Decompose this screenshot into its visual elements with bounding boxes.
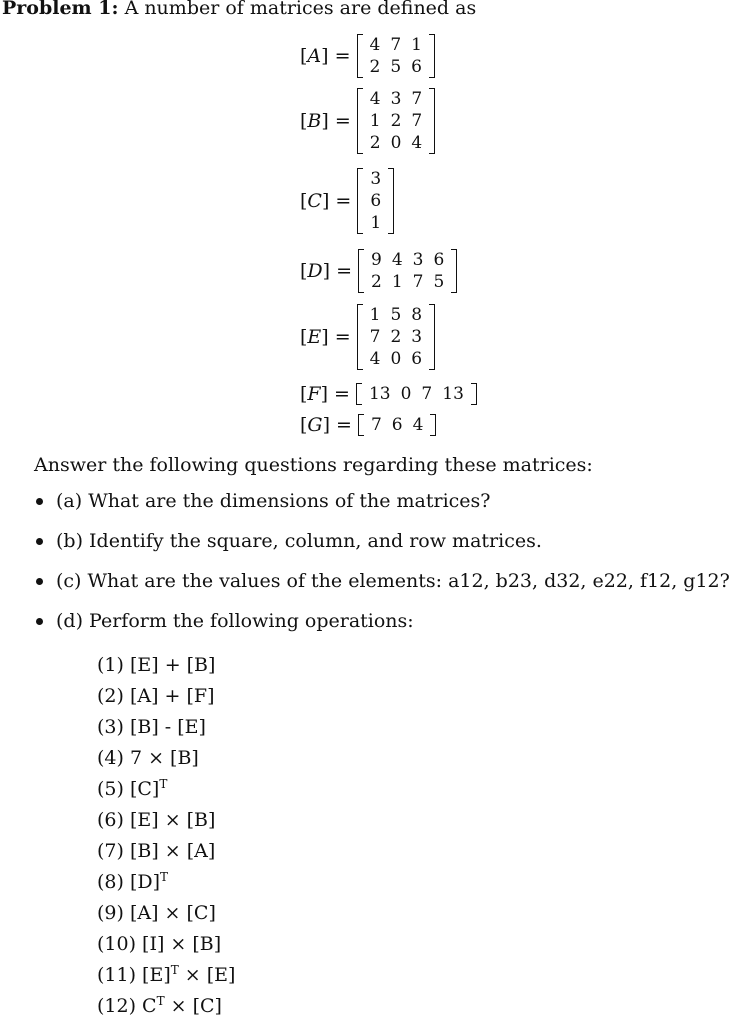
matrix-cell: 1 (369, 305, 381, 325)
matrix-cell: 4 (391, 250, 403, 270)
bullet-icon (36, 538, 43, 545)
operation-text: (4) 7 × [B] (97, 747, 199, 769)
bullet-icon (36, 618, 43, 625)
question-a (36, 490, 490, 512)
operations-list (97, 650, 235, 1022)
transpose-superscript: T (160, 870, 169, 884)
matrix-body (357, 88, 435, 154)
equals-sign: = (334, 326, 351, 348)
operation-item (97, 743, 235, 774)
bullet-icon (36, 578, 43, 585)
matrix-symbol: A (307, 45, 322, 67)
matrix-c-equation (300, 168, 394, 234)
question-c (36, 570, 730, 592)
answer-prompt: Answer the following questions regarding these matrices: (34, 454, 593, 476)
matrix-cell: 4 (369, 89, 381, 109)
equals-sign: = (335, 190, 352, 212)
matrix-name: [E] (300, 326, 329, 348)
operation-text: (10) [I] × [B] (97, 933, 222, 955)
transpose-superscript: T (159, 777, 168, 791)
matrix-cell: 8 (411, 305, 423, 325)
matrix-cell: 2 (371, 272, 382, 292)
matrix-f-equation (300, 383, 477, 405)
matrix-a-equation (300, 34, 435, 78)
problem-intro: A number of matrices are defined as (124, 0, 477, 19)
operation-item (97, 960, 235, 991)
matrix-cell: 3 (411, 327, 423, 347)
matrix-body (357, 34, 435, 78)
operation-item (97, 774, 235, 805)
matrix-cell: 3 (370, 169, 382, 189)
matrix-cell: 6 (433, 250, 445, 270)
equals-sign: = (336, 414, 352, 436)
operation-text: (8) [D] (97, 871, 161, 893)
operation-item (97, 681, 235, 712)
matrix-cell: 1 (370, 213, 382, 233)
matrix-cell: 0 (390, 133, 402, 153)
right-bracket (429, 34, 435, 78)
matrix-cell: 0 (400, 384, 412, 404)
matrix-cell: 2 (390, 327, 402, 347)
matrix-cell: 2 (369, 57, 381, 77)
matrix-cell: 2 (390, 111, 402, 131)
operation-text: (11) [E] (97, 964, 171, 986)
operation-item (97, 867, 235, 898)
matrix-symbol: F (307, 383, 321, 405)
operation-text: (1) [E] + [B] (97, 654, 216, 676)
operation-text: (7) [B] × [A] (97, 840, 216, 862)
operation-text: (3) [B] - [E] (97, 716, 206, 738)
matrix-symbol: E (307, 326, 322, 348)
matrix-cell: 1 (411, 35, 422, 55)
matrix-symbol: C (307, 190, 322, 212)
operation-text: (12) C (97, 995, 157, 1017)
matrix-cell: 6 (370, 191, 382, 211)
matrix-symbol: G (307, 414, 323, 436)
operation-text: (5) [C] (97, 778, 160, 800)
right-bracket (429, 304, 435, 370)
matrix-body (358, 249, 457, 293)
operation-item (97, 650, 235, 681)
operation-text: (9) [A] × [C] (97, 902, 216, 924)
question-text: (b) Identify the square, column, and row matrices. (56, 530, 542, 552)
operation-text-suffix: × [E] (178, 964, 236, 986)
matrix-name: [D] (300, 260, 331, 282)
matrix-cell: 4 (411, 133, 423, 153)
matrix-cell: 13 (368, 384, 391, 404)
problem-heading (2, 0, 476, 19)
transpose-superscript: T (170, 963, 179, 977)
right-bracket (471, 383, 477, 405)
right-bracket (388, 168, 394, 234)
matrix-name: [A] (300, 45, 329, 67)
matrix-cell: 6 (411, 57, 422, 77)
question-text: (a) What are the dimensions of the matrices? (56, 490, 491, 512)
matrix-cell: 1 (391, 272, 403, 292)
matrix-cell: 7 (421, 384, 433, 404)
matrix-cell: 5 (433, 272, 445, 292)
transpose-superscript: T (156, 994, 165, 1008)
matrix-cell: 5 (390, 57, 402, 77)
problem-label: Problem 1: (2, 0, 119, 19)
matrix-symbol: B (307, 110, 322, 132)
matrix-cell: 5 (390, 305, 402, 325)
matrix-name: [B] (300, 110, 329, 132)
operation-text-suffix: × [C] (164, 995, 222, 1017)
matrix-symbol: D (307, 260, 323, 282)
matrix-cell: 7 (411, 111, 423, 131)
matrix-cell: 13 (442, 384, 464, 404)
matrix-cell: 2 (369, 133, 381, 153)
operation-text: (2) [A] + [F] (97, 685, 215, 707)
matrix-cell: 4 (369, 349, 381, 369)
matrix-d-equation (300, 249, 457, 293)
matrix-cell: 3 (412, 250, 424, 270)
matrix-cell: 3 (390, 89, 402, 109)
right-bracket (430, 414, 436, 436)
matrix-cell: 9 (371, 250, 382, 270)
matrix-cell: 4 (412, 415, 424, 435)
matrix-cell: 4 (369, 35, 381, 55)
matrix-cell: 1 (369, 111, 381, 131)
operation-item (97, 991, 235, 1022)
matrix-cell: 7 (411, 89, 423, 109)
matrix-name: [F] (300, 383, 329, 405)
matrix-body (356, 383, 477, 405)
operation-text: (6) [E] × [B] (97, 809, 216, 831)
matrix-name: [G] (300, 414, 331, 436)
matrix-body (357, 304, 435, 370)
question-text: (c) What are the values of the elements: a12, b23, d32, e22, f12, g12? (56, 570, 730, 592)
matrix-name: [C] (300, 190, 330, 212)
matrix-body (358, 414, 436, 436)
matrix-cell: 6 (411, 349, 423, 369)
question-text: (d) Perform the following operations: (56, 610, 414, 632)
question-d (36, 610, 414, 632)
matrix-cell: 7 (370, 415, 382, 435)
equals-sign: = (334, 383, 350, 405)
question-b (36, 530, 542, 552)
matrix-g-equation (300, 414, 436, 436)
equals-sign: = (336, 260, 352, 282)
matrix-cell: 7 (369, 327, 381, 347)
matrix-e-equation (300, 304, 435, 370)
operation-item (97, 712, 235, 743)
matrix-cell: 0 (390, 349, 402, 369)
matrix-b-equation (300, 88, 435, 154)
right-bracket (451, 249, 457, 293)
operation-item (97, 805, 235, 836)
bullet-icon (36, 498, 43, 505)
equals-sign: = (334, 110, 351, 132)
operation-item (97, 836, 235, 867)
matrix-cell: 7 (390, 35, 402, 55)
matrix-body (357, 168, 394, 234)
equals-sign: = (334, 45, 351, 67)
operation-item (97, 929, 235, 960)
matrix-cell: 6 (391, 415, 403, 435)
right-bracket (429, 88, 435, 154)
operation-item (97, 898, 235, 929)
matrix-cell: 7 (412, 272, 424, 292)
